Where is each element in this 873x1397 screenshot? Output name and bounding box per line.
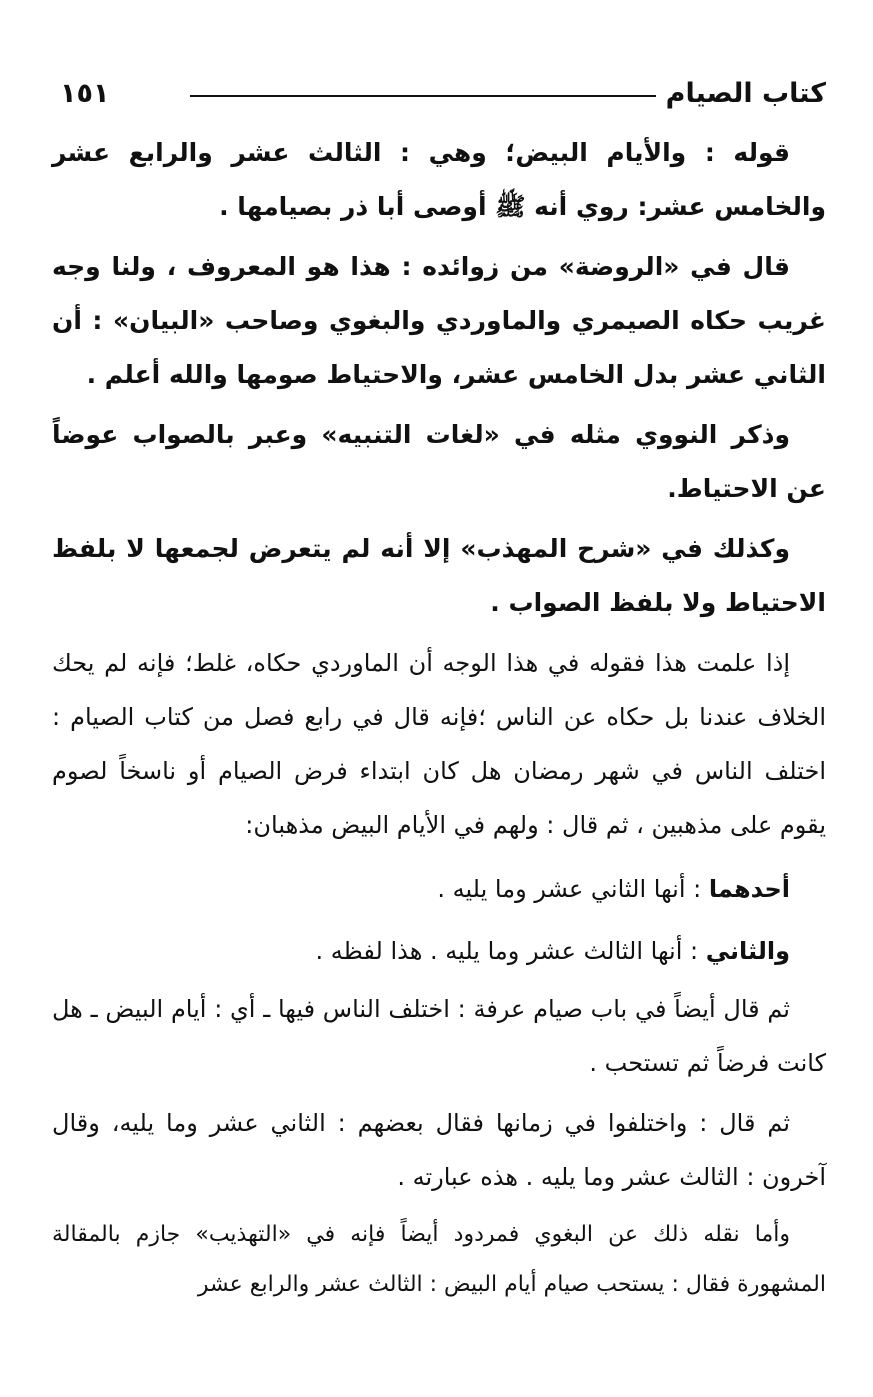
header-rule — [190, 95, 656, 97]
paragraph-9: ثم قال : واختلفوا في زمانها فقال بعضهم : الثاني عشر وما يليه، وقال آخرون : الثالث عشر وما يليه . هذه عبارته . — [52, 1109, 826, 1191]
paragraph-4: وكذلك في «شرح المهذب» إلا أنه لم يتعرض لجمعها لا بلفظ الاحتياط ولا بلفظ الصواب . — [52, 534, 826, 617]
page-number: ١٥١ — [60, 78, 110, 109]
second-opinion-label: والثاني — [705, 937, 790, 965]
page-header — [60, 72, 826, 116]
paragraph-3: وذكر النووي مثله في «لغات التنبيه» وعبر بالصواب عوضاً عن الاحتياط. — [52, 420, 826, 503]
paragraph-10: وأما نقله ذلك عن البغوي فمردود أيضاً فإنه في «التهذيب» جازم بالمقالة المشهورة فقال : يستحب صيام أيام البيض : الثالث عشر والرابع عشر — [52, 1222, 826, 1297]
paragraph-7 — [52, 920, 826, 982]
paragraph-2: قال في «الروضة» من زوائده : هذا هو المعروف ، ولنا وجه غريب حكاه الصيمري والماوردي والبغوي وصاحب «البيان» : أن الثاني عشر بدل الخامس عشر، والاحتياط صومها والله أعلم . — [52, 252, 826, 389]
paragraph-5: إذا علمت هذا فقوله في هذا الوجه أن الماوردي حكاه، غلط؛ فإنه لم يحك الخلاف عندنا بل حكاه عن الناس ؛فإنه قال في رابع فصل من كتاب الصيام : اختلف الناس في شهر رمضان هل كان ابتداء فرض الصيام أو ناسخاً لصوم يقوم على مذهبين ، ثم قال : ولهم في الأيام البيض مذهبان: — [52, 649, 826, 839]
paragraph-1: قوله : والأيام البيض؛ وهي : الثالث عشر والرابع عشر والخامس عشر: روي أنه ﷺ أوصى أبا ذر بصيامها . — [52, 138, 826, 221]
body-text — [52, 126, 826, 1316]
running-title: كتاب الصيام — [665, 78, 826, 109]
first-opinion-text: : أنها الثاني عشر وما يليه . — [437, 875, 702, 903]
first-opinion-label: أحدهما — [708, 875, 790, 903]
second-opinion-text: : أنها الثالث عشر وما يليه . هذا لفظه . — [315, 937, 699, 965]
paragraph-8: ثم قال أيضاً في باب صيام عرفة : اختلف الناس فيها ـ أي : أيام البيض ـ هل كانت فرضاً ثم تستحب . — [52, 995, 826, 1077]
paragraph-6 — [52, 858, 826, 920]
